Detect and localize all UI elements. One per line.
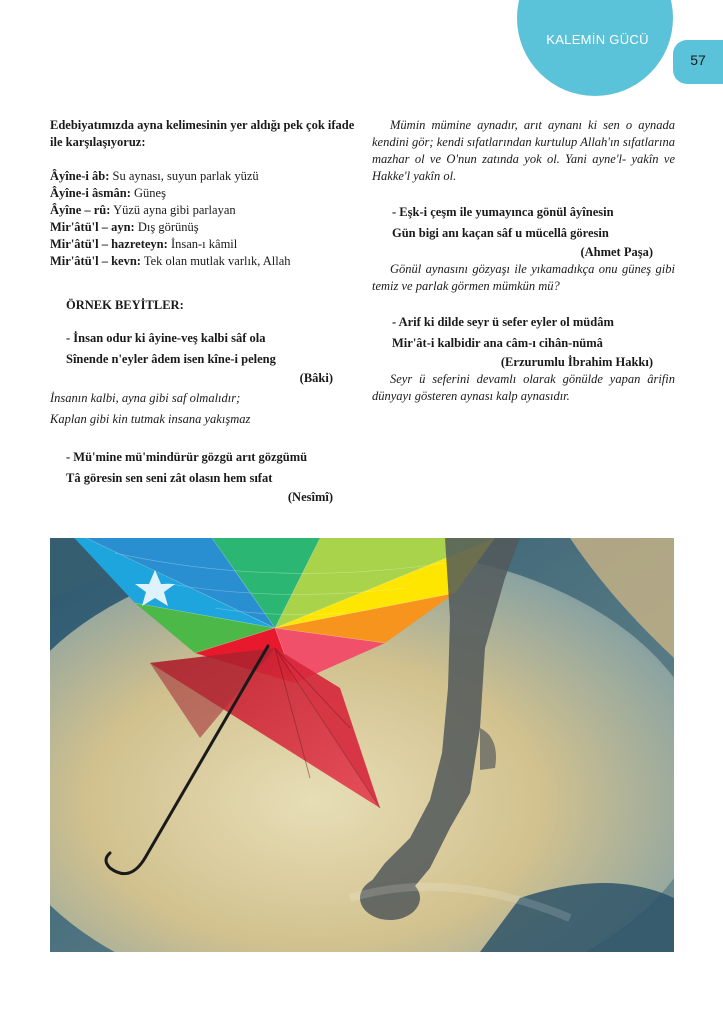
definition-item: Mir'âtü'l – hazreteyn: İnsan-ı kâmil bbox=[50, 237, 238, 251]
verse-line: - Eşk-i çeşm ile yumayınca gönül âyînesin bbox=[392, 205, 614, 219]
definition-item: Âyîne – rû: Yüzü ayna gibi parlayan bbox=[50, 203, 236, 217]
left-column bbox=[50, 117, 355, 506]
poet-name: (Erzurumlu İbrahim Hakkı) bbox=[500, 355, 653, 369]
right-column bbox=[372, 117, 675, 405]
verse-line: - Mü'mine mü'mindürür gözgü arıt gözgümü bbox=[66, 450, 308, 464]
definition-item: Âyîne-i âb: Su aynası, suyun parlak yüzü bbox=[50, 169, 259, 183]
explanation-paragraph: Seyr ü seferini devamlı olarak gönülde yapan ârifin dünyayı gösteren aynası kalp aynasıdır. bbox=[372, 372, 675, 403]
verse-line: Sînende n'eyler âdem isen kîne-i peleng bbox=[66, 352, 276, 366]
verse-line: - İnsan odur ki âyine-veş kalbi sâf ola bbox=[66, 331, 266, 345]
examples-heading: ÖRNEK BEYİTLER: bbox=[66, 298, 184, 312]
poet-name: (Nesîmî) bbox=[287, 490, 333, 504]
verse-line: Gün bigi anı kaçan sâf u mücellâ göresin bbox=[392, 226, 609, 240]
translation-line: İnsanın kalbi, ayna gibi saf olmalıdır; bbox=[50, 391, 241, 405]
page-number: 57 bbox=[690, 52, 706, 68]
explanation-paragraph: Gönül aynasını gözyaşı ile yıkamadıkça onu güneş gibi temiz ve parlak görmen mümkün mü? bbox=[372, 262, 675, 293]
umbrella-reflection-photo bbox=[50, 538, 674, 952]
poet-name: (Bâki) bbox=[299, 371, 333, 385]
verse-line: Tâ göresin sen seni zât olasın hem sıfat bbox=[66, 471, 273, 485]
definition-item: Mir'âtü'l – ayn: Dış görünüş bbox=[50, 220, 199, 234]
verse-line: - Arif ki dilde seyr ü sefer eyler ol müdâm bbox=[392, 315, 614, 329]
translation-line: Kaplan gibi kin tutmak insana yakışmaz bbox=[50, 412, 251, 426]
verse-line: Mir'ât-i kalbidir ana câm-ı cihân-nümâ bbox=[392, 336, 603, 350]
section-title: KALEMİN GÜCÜ bbox=[546, 32, 649, 47]
definition-list bbox=[50, 168, 355, 270]
explanation-paragraph: Mümin mümine aynadır, arıt aynanı ki sen o aynada kendini gör; kendi sıfatlarından kurtulup Allah'ın sıfatlarına mazhar ol ve O'nun zatında yok ol. Yani ayne'l- yakîn ve Hakke'l yakîn ol. bbox=[372, 118, 675, 183]
header-circle bbox=[517, 0, 673, 96]
definition-item: Âyîne-i âsmân: Güneş bbox=[50, 186, 166, 200]
intro-text: Edebiyatımızda ayna kelimesinin yer aldığı pek çok ifade ile karşılaşıyoruz: bbox=[50, 118, 355, 149]
definition-item: Mir'âtü'l – kevn: Tek olan mutlak varlık, Allah bbox=[50, 254, 291, 268]
poet-name: (Ahmet Paşa) bbox=[580, 245, 653, 259]
